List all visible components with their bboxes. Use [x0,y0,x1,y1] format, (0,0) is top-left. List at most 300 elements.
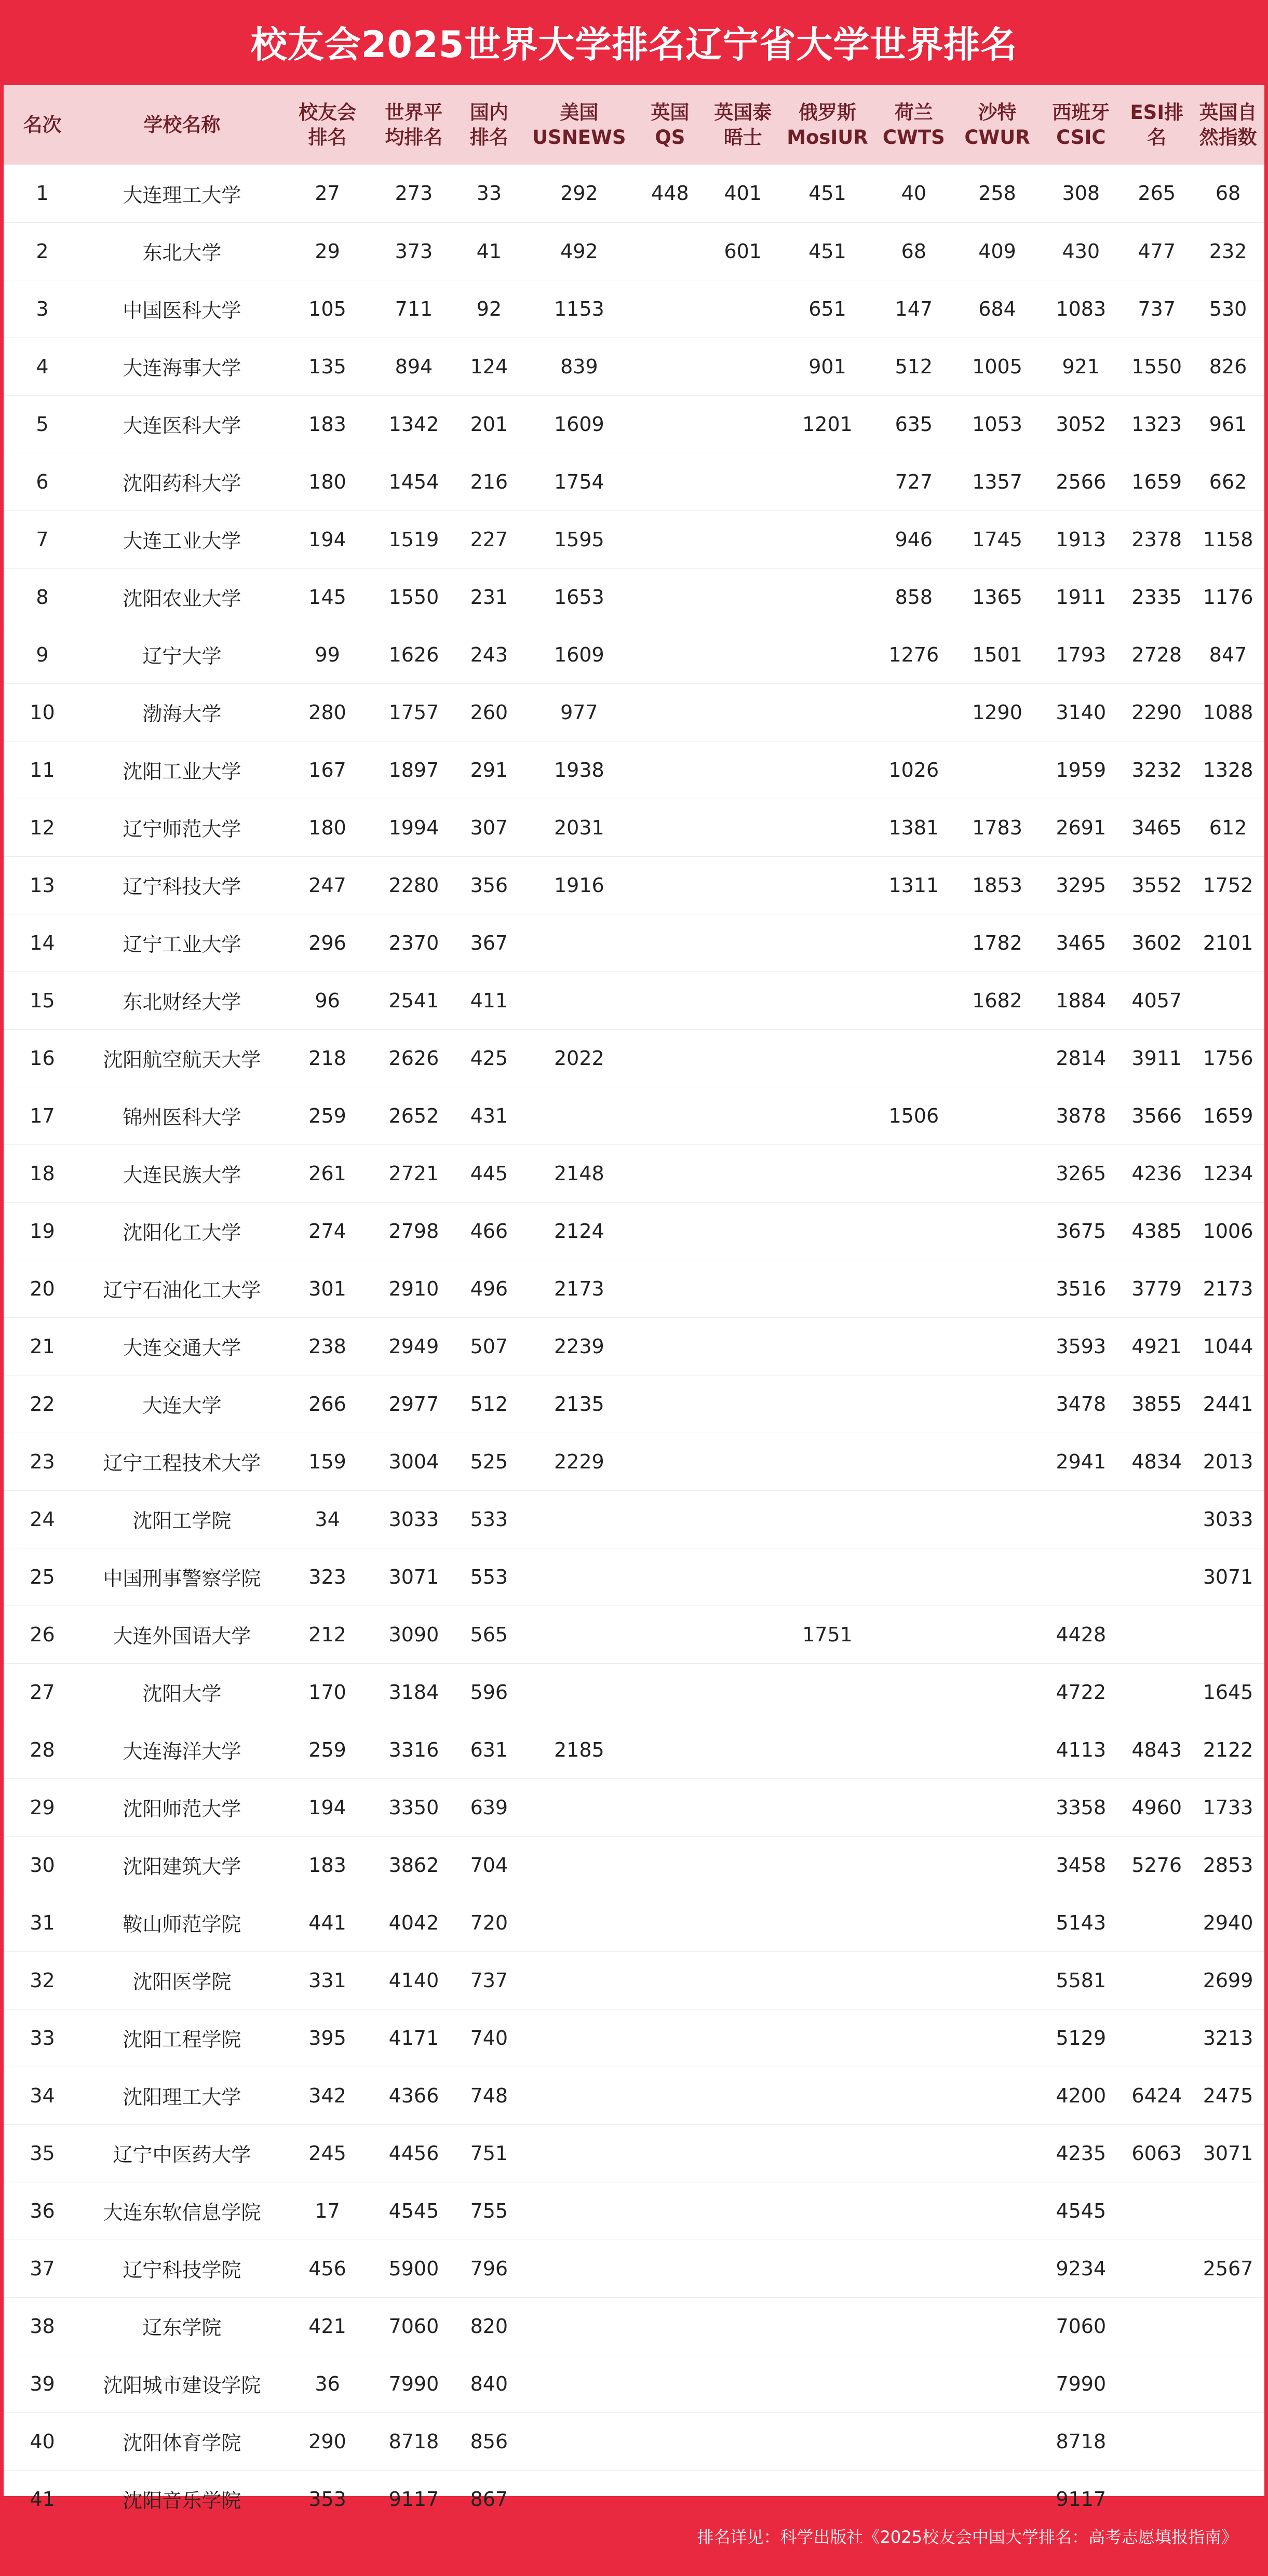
cell-esi: 3602 [1122,914,1192,972]
cell-times [704,1375,781,1433]
table-row [4,395,1264,453]
cell-nature-index: 1088 [1192,683,1264,741]
cell-usnews: 2229 [522,1433,636,1490]
cell-qs [636,2009,705,2067]
cell-rank: 20 [4,1260,81,1317]
column-header-school-name: 学校名称 [143,113,221,136]
cell-cwur [954,1202,1040,1260]
cell-mosiur [781,2124,873,2182]
cell-nature-index: 530 [1192,280,1264,338]
cell-esi: 265 [1138,182,1176,205]
table-row [4,1260,1264,1317]
cell-times [704,1663,781,1721]
cell-qs [636,2124,705,2182]
cell-cwur: 409 [954,222,1040,280]
cell-esi: 1550 [1122,338,1192,395]
cell-domestic-rank: 639 [456,1778,523,1836]
table-row [4,510,1264,568]
cell-school-name: 东北大学 [81,222,283,280]
cell-domestic-rank: 231 [456,568,523,626]
cell-cwts [873,1490,954,1548]
cell-cwts [873,1836,954,1894]
cell-csic: 921 [1040,338,1122,395]
cell-world-average-rank: 2626 [372,1029,455,1087]
cell-rank: 26 [4,1606,81,1663]
cell-cwts [873,1202,954,1260]
cell-cwur [954,2297,1040,2355]
cell-times [704,1317,781,1375]
cell-nature-index: 2173 [1192,1260,1264,1317]
cell-qs: 448 [651,182,689,205]
cell-cuaa-rank: 105 [283,280,372,338]
cell-rank: 34 [4,2067,81,2124]
cell-world-average-rank: 7060 [372,2297,455,2355]
cell-rank: 21 [4,1317,81,1375]
cell-qs [636,914,705,972]
cell-csic: 5143 [1040,1894,1122,1951]
cell-world-average-rank: 4366 [372,2067,455,2124]
cell-domestic-rank: 565 [456,1606,523,1663]
cell-cuaa-rank: 261 [283,1144,372,1202]
cell-cwts [873,1606,954,1663]
cell-domestic-rank: 507 [456,1317,523,1375]
cell-cuaa-rank: 180 [283,799,372,856]
cell-school-name: 渤海大学 [81,683,283,741]
cell-cwts [873,1663,954,1721]
cell-rank: 12 [4,799,81,856]
cell-cwts: 40 [901,182,927,205]
cell-school-name: 大连理工大学 [123,183,241,207]
cell-cwur: 1853 [954,856,1040,914]
table-row [4,2009,1264,2067]
cell-domestic-rank: 291 [456,741,523,799]
cell-usnews [522,2182,636,2240]
cell-times [704,1548,781,1606]
cell-world-average-rank: 3004 [372,1433,455,1490]
table-row [4,2182,1264,2240]
cell-cwts [873,683,954,741]
cell-times [704,1606,781,1663]
cell-mosiur [781,2240,873,2297]
cell-cwur [954,1836,1040,1894]
cell-csic: 3675 [1040,1202,1122,1260]
cell-world-average-rank: 373 [372,222,455,280]
cell-domestic-rank: 720 [456,1894,523,1951]
cell-usnews: 2148 [522,1144,636,1202]
cell-rank: 2 [4,222,81,280]
cell-esi [1122,1548,1192,1606]
cell-qs [636,1951,705,2009]
cell-school-name: 大连海洋大学 [81,1721,283,1778]
cell-times [704,1721,781,1778]
cell-cwts [873,1029,954,1087]
cell-esi: 3779 [1122,1260,1192,1317]
table-row [4,453,1264,510]
cell-world-average-rank: 7990 [372,2355,455,2412]
column-header-cuaa-rank: 校友会 排名 [299,101,357,149]
cell-cuaa-rank: 323 [283,1548,372,1606]
cell-mosiur [781,2009,873,2067]
cell-school-name: 辽宁师范大学 [81,799,283,856]
cell-cwts [873,2355,954,2412]
cell-nature-index: 847 [1192,626,1264,683]
cell-qs [636,2297,705,2355]
table-row [4,799,1264,856]
cell-school-name: 沈阳航空航天大学 [81,1029,283,1087]
cell-world-average-rank: 2949 [372,1317,455,1375]
cell-csic: 9234 [1040,2240,1122,2297]
table-row [4,1778,1264,1836]
cell-world-average-rank: 1897 [372,741,455,799]
cell-nature-index: 232 [1192,222,1264,280]
cell-rank: 28 [4,1721,81,1778]
cell-usnews: 1938 [522,741,636,799]
cell-qs [636,1433,705,1490]
cell-esi: 4960 [1122,1778,1192,1836]
cell-nature-index: 2853 [1192,1836,1264,1894]
cell-cwts [873,2009,954,2067]
table-row [4,1894,1264,1951]
cell-times [704,914,781,972]
cell-times [704,856,781,914]
cell-qs [636,280,705,338]
table-row [4,1548,1264,1606]
cell-world-average-rank: 1757 [372,683,455,741]
column-header-world-average-rank: 世界平 均排名 [385,101,443,149]
cell-world-average-rank: 2977 [372,1375,455,1433]
cell-qs [636,1663,705,1721]
cell-csic: 3478 [1040,1375,1122,1433]
cell-mosiur [781,1548,873,1606]
cell-esi: 4057 [1122,972,1192,1029]
cell-domestic-rank: 260 [456,683,523,741]
cell-csic: 308 [1062,182,1100,205]
cell-cwts [873,1778,954,1836]
cell-rank: 27 [4,1663,81,1721]
cell-cwur [954,1548,1040,1606]
cell-mosiur [781,453,873,510]
cell-qs [636,2240,705,2297]
cell-times [704,453,781,510]
cell-mosiur [781,741,873,799]
cell-cuaa-rank: 238 [283,1317,372,1375]
cell-cwur [954,1778,1040,1836]
cell-csic [1040,1548,1122,1606]
cell-school-name: 沈阳城市建设学院 [81,2355,283,2412]
cell-usnews [522,1087,636,1144]
cell-nature-index: 1044 [1192,1317,1264,1375]
cell-world-average-rank: 1519 [372,510,455,568]
cell-nature-index: 1645 [1192,1663,1264,1721]
cell-times [704,1778,781,1836]
cell-qs [636,2412,705,2470]
cell-domestic-rank: 466 [456,1202,523,1260]
cell-cwur: 1782 [954,914,1040,972]
footer-note: 排名详见：科学出版社《2025校友会中国大学排名：高考志愿填报指南》 [697,2527,1238,2547]
cell-mosiur [781,1029,873,1087]
cell-esi [1122,2240,1192,2297]
table-row [4,2240,1264,2297]
cell-nature-index: 2101 [1192,914,1264,972]
cell-world-average-rank: 1550 [372,568,455,626]
cell-usnews [522,2355,636,2412]
cell-times [704,568,781,626]
cell-csic: 2941 [1040,1433,1122,1490]
cell-usnews: 2173 [522,1260,636,1317]
cell-school-name: 沈阳工业大学 [81,741,283,799]
cell-times [704,2297,781,2355]
column-header-usnews: 美国 USNEWS [532,101,626,149]
cell-domestic-rank: 92 [456,280,523,338]
cell-times [704,338,781,395]
cell-usnews: 977 [522,683,636,741]
cell-school-name: 沈阳药科大学 [81,453,283,510]
cell-world-average-rank: 3350 [372,1778,455,1836]
cell-rank: 30 [4,1836,81,1894]
cell-times [704,1029,781,1087]
cell-world-average-rank: 4042 [372,1894,455,1951]
cell-nature-index: 612 [1192,799,1264,856]
cell-school-name: 沈阳音乐学院 [81,2470,283,2528]
cell-cwts [873,2182,954,2240]
cell-csic: 7060 [1040,2297,1122,2355]
cell-school-name: 沈阳师范大学 [81,1778,283,1836]
cell-rank: 7 [4,510,81,568]
cell-mosiur [781,626,873,683]
cell-usnews: 2239 [522,1317,636,1375]
cell-rank: 31 [4,1894,81,1951]
cell-esi [1122,2009,1192,2067]
cell-qs [636,338,705,395]
cell-cuaa-rank: 145 [283,568,372,626]
cell-cwts: 68 [873,222,954,280]
cell-csic: 3052 [1040,395,1122,453]
cell-csic: 7990 [1040,2355,1122,2412]
cell-cuaa-rank: 170 [283,1663,372,1721]
ranking-table [4,85,1264,2528]
cell-domestic-rank: 307 [456,799,523,856]
cell-cwts: 512 [873,338,954,395]
cell-usnews: 1595 [522,510,636,568]
cell-cuaa-rank: 183 [283,1836,372,1894]
cell-esi [1122,1894,1192,1951]
table-row [4,972,1264,1029]
cell-qs [636,2355,705,2412]
cell-times [704,1951,781,2009]
table-row [4,1951,1264,2009]
cell-world-average-rank: 1342 [372,395,455,453]
cell-domestic-rank: 367 [456,914,523,972]
table-body [4,165,1264,2528]
cell-school-name: 东北财经大学 [81,972,283,1029]
cell-rank: 15 [4,972,81,1029]
cell-mosiur [781,799,873,856]
cell-world-average-rank: 3090 [372,1606,455,1663]
cell-cwts: 635 [873,395,954,453]
cell-nature-index: 3071 [1192,1548,1264,1606]
cell-cuaa-rank: 259 [283,1087,372,1144]
cell-school-name: 辽宁大学 [81,626,283,683]
table-row [4,2355,1264,2412]
cell-cwur [954,2067,1040,2124]
cell-csic: 4722 [1040,1663,1122,1721]
cell-domestic-rank: 445 [456,1144,523,1202]
cell-world-average-rank: 2652 [372,1087,455,1144]
cell-times [704,280,781,338]
table-row [4,2412,1264,2470]
cell-qs [636,856,705,914]
cell-mosiur [781,1721,873,1778]
cell-world-average-rank: 894 [372,338,455,395]
cell-esi: 3911 [1122,1029,1192,1087]
cell-cuaa-rank: 259 [283,1721,372,1778]
cell-csic: 4113 [1040,1721,1122,1778]
cell-usnews: 1153 [522,280,636,338]
cell-school-name: 大连东软信息学院 [81,2182,283,2240]
cell-cuaa-rank: 180 [283,453,372,510]
cell-cwur: 1682 [954,972,1040,1029]
cell-rank: 39 [4,2355,81,2412]
cell-domestic-rank: 124 [456,338,523,395]
cell-esi: 3552 [1122,856,1192,914]
column-header-nature-index: 英国自 然指数 [1199,101,1257,149]
cell-qs [636,626,705,683]
cell-rank: 4 [4,338,81,395]
cell-cwts [873,2067,954,2124]
cell-domestic-rank: 431 [456,1087,523,1144]
cell-cwts [873,1375,954,1433]
cell-rank: 9 [4,626,81,683]
cell-usnews: 2135 [522,1375,636,1433]
cell-esi [1122,2355,1192,2412]
cell-qs [636,1260,705,1317]
cell-domestic-rank: 243 [456,626,523,683]
cell-cwts [873,1144,954,1202]
cell-qs [636,1721,705,1778]
cell-cuaa-rank: 245 [283,2124,372,2182]
cell-world-average-rank: 3316 [372,1721,455,1778]
cell-mosiur: 1201 [781,395,873,453]
cell-nature-index: 1176 [1192,568,1264,626]
page-title: 校友会2025世界大学排名辽宁省大学世界排名 [250,23,1018,66]
cell-nature-index: 2567 [1192,2240,1264,2297]
cell-cuaa-rank: 342 [283,2067,372,2124]
cell-school-name: 沈阳工程学院 [81,2009,283,2067]
cell-esi: 2728 [1122,626,1192,683]
table-row [4,338,1264,395]
cell-csic: 9117 [1040,2470,1122,2528]
cell-times [704,2182,781,2240]
cell-qs [636,972,705,1029]
cell-esi: 3232 [1122,741,1192,799]
cell-csic: 1083 [1040,280,1122,338]
cell-times: 601 [704,222,781,280]
cell-usnews [522,2297,636,2355]
cell-mosiur [781,1260,873,1317]
cell-cwts: 1381 [873,799,954,856]
cell-cwts [873,2240,954,2297]
cell-cuaa-rank: 99 [283,626,372,683]
cell-domestic-rank: 796 [456,2240,523,2297]
cell-times [704,1144,781,1202]
cell-rank: 40 [4,2412,81,2470]
cell-cuaa-rank: 159 [283,1433,372,1490]
cell-rank: 17 [4,1087,81,1144]
cell-cuaa-rank: 247 [283,856,372,914]
cell-usnews [522,2009,636,2067]
cell-cwur: 1365 [954,568,1040,626]
cell-cwur [954,1894,1040,1951]
cell-world-average-rank: 2541 [372,972,455,1029]
cell-cwts: 1311 [873,856,954,914]
cell-times [704,1087,781,1144]
cell-school-name: 锦州医科大学 [81,1087,283,1144]
cell-domestic-rank: 596 [456,1663,523,1721]
cell-mosiur [781,1317,873,1375]
cell-school-name: 大连医科大学 [81,395,283,453]
cell-cwur: 1501 [954,626,1040,683]
cell-usnews: 1609 [522,626,636,683]
cell-nature-index: 826 [1192,338,1264,395]
cell-cwur: 1053 [954,395,1040,453]
cell-csic: 3265 [1040,1144,1122,1202]
cell-esi: 2290 [1122,683,1192,741]
cell-mosiur [781,1144,873,1202]
cell-mosiur [781,1375,873,1433]
cell-qs [636,568,705,626]
cell-usnews: 1653 [522,568,636,626]
cell-usnews [522,1548,636,1606]
cell-times [704,1894,781,1951]
table-row [4,1317,1264,1375]
cell-world-average-rank: 2798 [372,1202,455,1260]
cell-school-name: 大连工业大学 [81,510,283,568]
cell-school-name: 辽宁工业大学 [81,914,283,972]
cell-nature-index: 1752 [1192,856,1264,914]
cell-cwur [954,2124,1040,2182]
cell-times [704,2412,781,2470]
cell-world-average-rank: 4140 [372,1951,455,2009]
cell-csic: 1911 [1040,568,1122,626]
cell-domestic-rank: 33 [476,182,502,205]
cell-rank: 14 [4,914,81,972]
column-header-cwur: 沙特 CWUR [964,101,1030,149]
cell-cuaa-rank: 280 [283,683,372,741]
cell-cuaa-rank: 266 [283,1375,372,1433]
cell-cwur [954,1087,1040,1144]
cell-times [704,1836,781,1894]
cell-esi: 3566 [1122,1087,1192,1144]
cell-domestic-rank: 411 [456,972,523,1029]
cell-rank: 38 [4,2297,81,2355]
cell-csic: 3465 [1040,914,1122,972]
cell-cuaa-rank: 301 [283,1260,372,1317]
cell-cwts [873,1260,954,1317]
cell-rank: 8 [4,568,81,626]
cell-world-average-rank: 3862 [372,1836,455,1894]
cell-rank: 22 [4,1375,81,1433]
cell-esi: 3465 [1122,799,1192,856]
cell-cwur: 1290 [954,683,1040,741]
cell-nature-index [1192,2182,1264,2240]
cell-times [704,683,781,741]
cell-usnews: 1754 [522,453,636,510]
cell-nature-index: 3033 [1192,1490,1264,1548]
cell-world-average-rank: 711 [372,280,455,338]
column-header-mosiur: 俄罗斯 MosIUR [787,101,868,149]
cell-csic: 3295 [1040,856,1122,914]
cell-qs [636,799,705,856]
